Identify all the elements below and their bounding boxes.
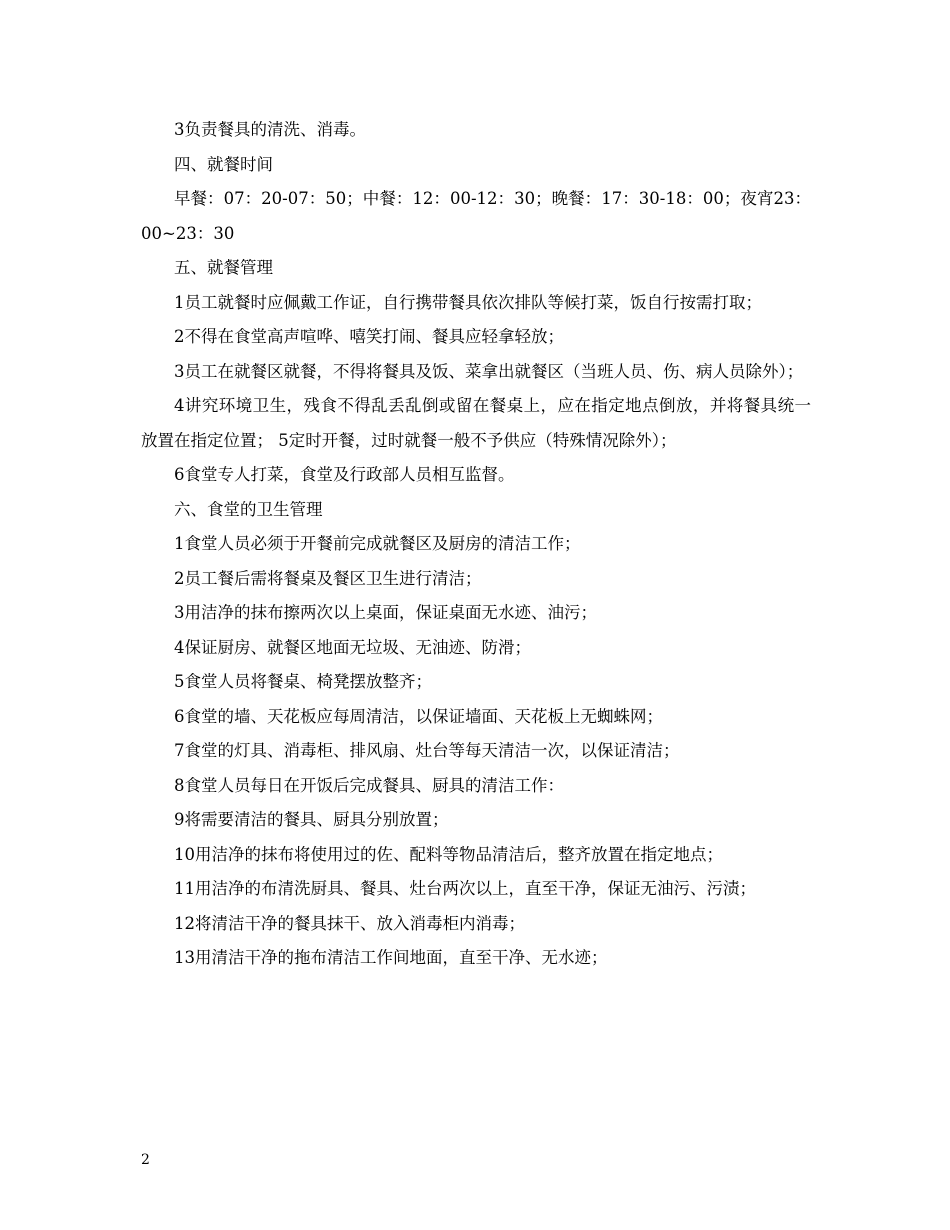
paragraph: 8食堂人员每日在开饭后完成餐具、厨具的清洁工作： (174, 775, 564, 795)
paragraph: 2员工餐后需将餐桌及餐区卫生进行清洁； (174, 568, 482, 588)
paragraph: 7食堂的灯具、消毒柜、排风扇、灶台等每天清洁一次，以保证清洁； (174, 741, 680, 760)
paragraph: 4保证厨房、就餐区地面无垃圾、无油迹、防滑； (174, 637, 531, 657)
paragraph: 3员工在就餐区就餐，不得将餐具及饭、菜拿出就餐区（当班人员、伤、病人员除外）； (174, 361, 804, 381)
paragraph: 4讲究环境卫生，残食不得乱丢乱倒或留在餐桌上，应在指定地点倒放，并将餐具统一放置在指定位置； 5定时开餐，过时就餐一般不予供应（特殊情况除外）； (141, 396, 811, 450)
document-body (141, 113, 811, 976)
paragraph: 6食堂专人打菜，食堂及行政部人员相互监督。 (174, 465, 515, 484)
paragraph: 10用洁净的抹布将使用过的佐、配料等物品清洁后，整齐放置在指定地点； (174, 844, 723, 864)
paragraph: 12将清洁干净的餐具抹干、放入消毒柜内消毒； (174, 913, 525, 933)
section-heading: 四、就餐时间 (174, 154, 273, 174)
paragraph: 1食堂人员必须于开餐前完成就餐区及厨房的清洁工作； (174, 534, 581, 553)
paragraph: 9将需要清洁的餐具、厨具分别放置； (174, 810, 449, 829)
section-heading: 六、食堂的卫生管理 (174, 499, 323, 519)
paragraph: 1员工就餐时应佩戴工作证，自行携带餐具依次排队等候打菜，饭自行按需打取； (174, 292, 762, 312)
page-number: 2 (141, 1152, 150, 1168)
paragraph: 11用洁净的布清洗厨具、餐具、灶台两次以上，直至干净，保证无油污、污渍； (174, 879, 756, 898)
paragraph: 3用洁净的抹布擦两次以上桌面，保证桌面无水迹、油污； (174, 603, 597, 622)
paragraph: 5食堂人员将餐桌、椅凳摆放整齐； (174, 672, 432, 691)
paragraph: 2不得在食堂高声喧哗、嘻笑打闹、餐具应轻拿轻放； (174, 327, 564, 346)
paragraph: 6食堂的墙、天花板应每周清洁，以保证墙面、天花板上无蜘蛛网； (174, 706, 663, 726)
paragraph: 早餐：07：20-07：50；中餐：12：00-12：30；晚餐：17：30-18：00；夜宵23：00~23：30 (141, 189, 811, 243)
paragraph: 13用清洁干净的拖布清洁工作间地面，直至干净、无水迹； (174, 948, 608, 967)
paragraph: 3负责餐具的清洗、消毒。 (174, 120, 366, 139)
section-heading: 五、就餐管理 (174, 258, 273, 277)
